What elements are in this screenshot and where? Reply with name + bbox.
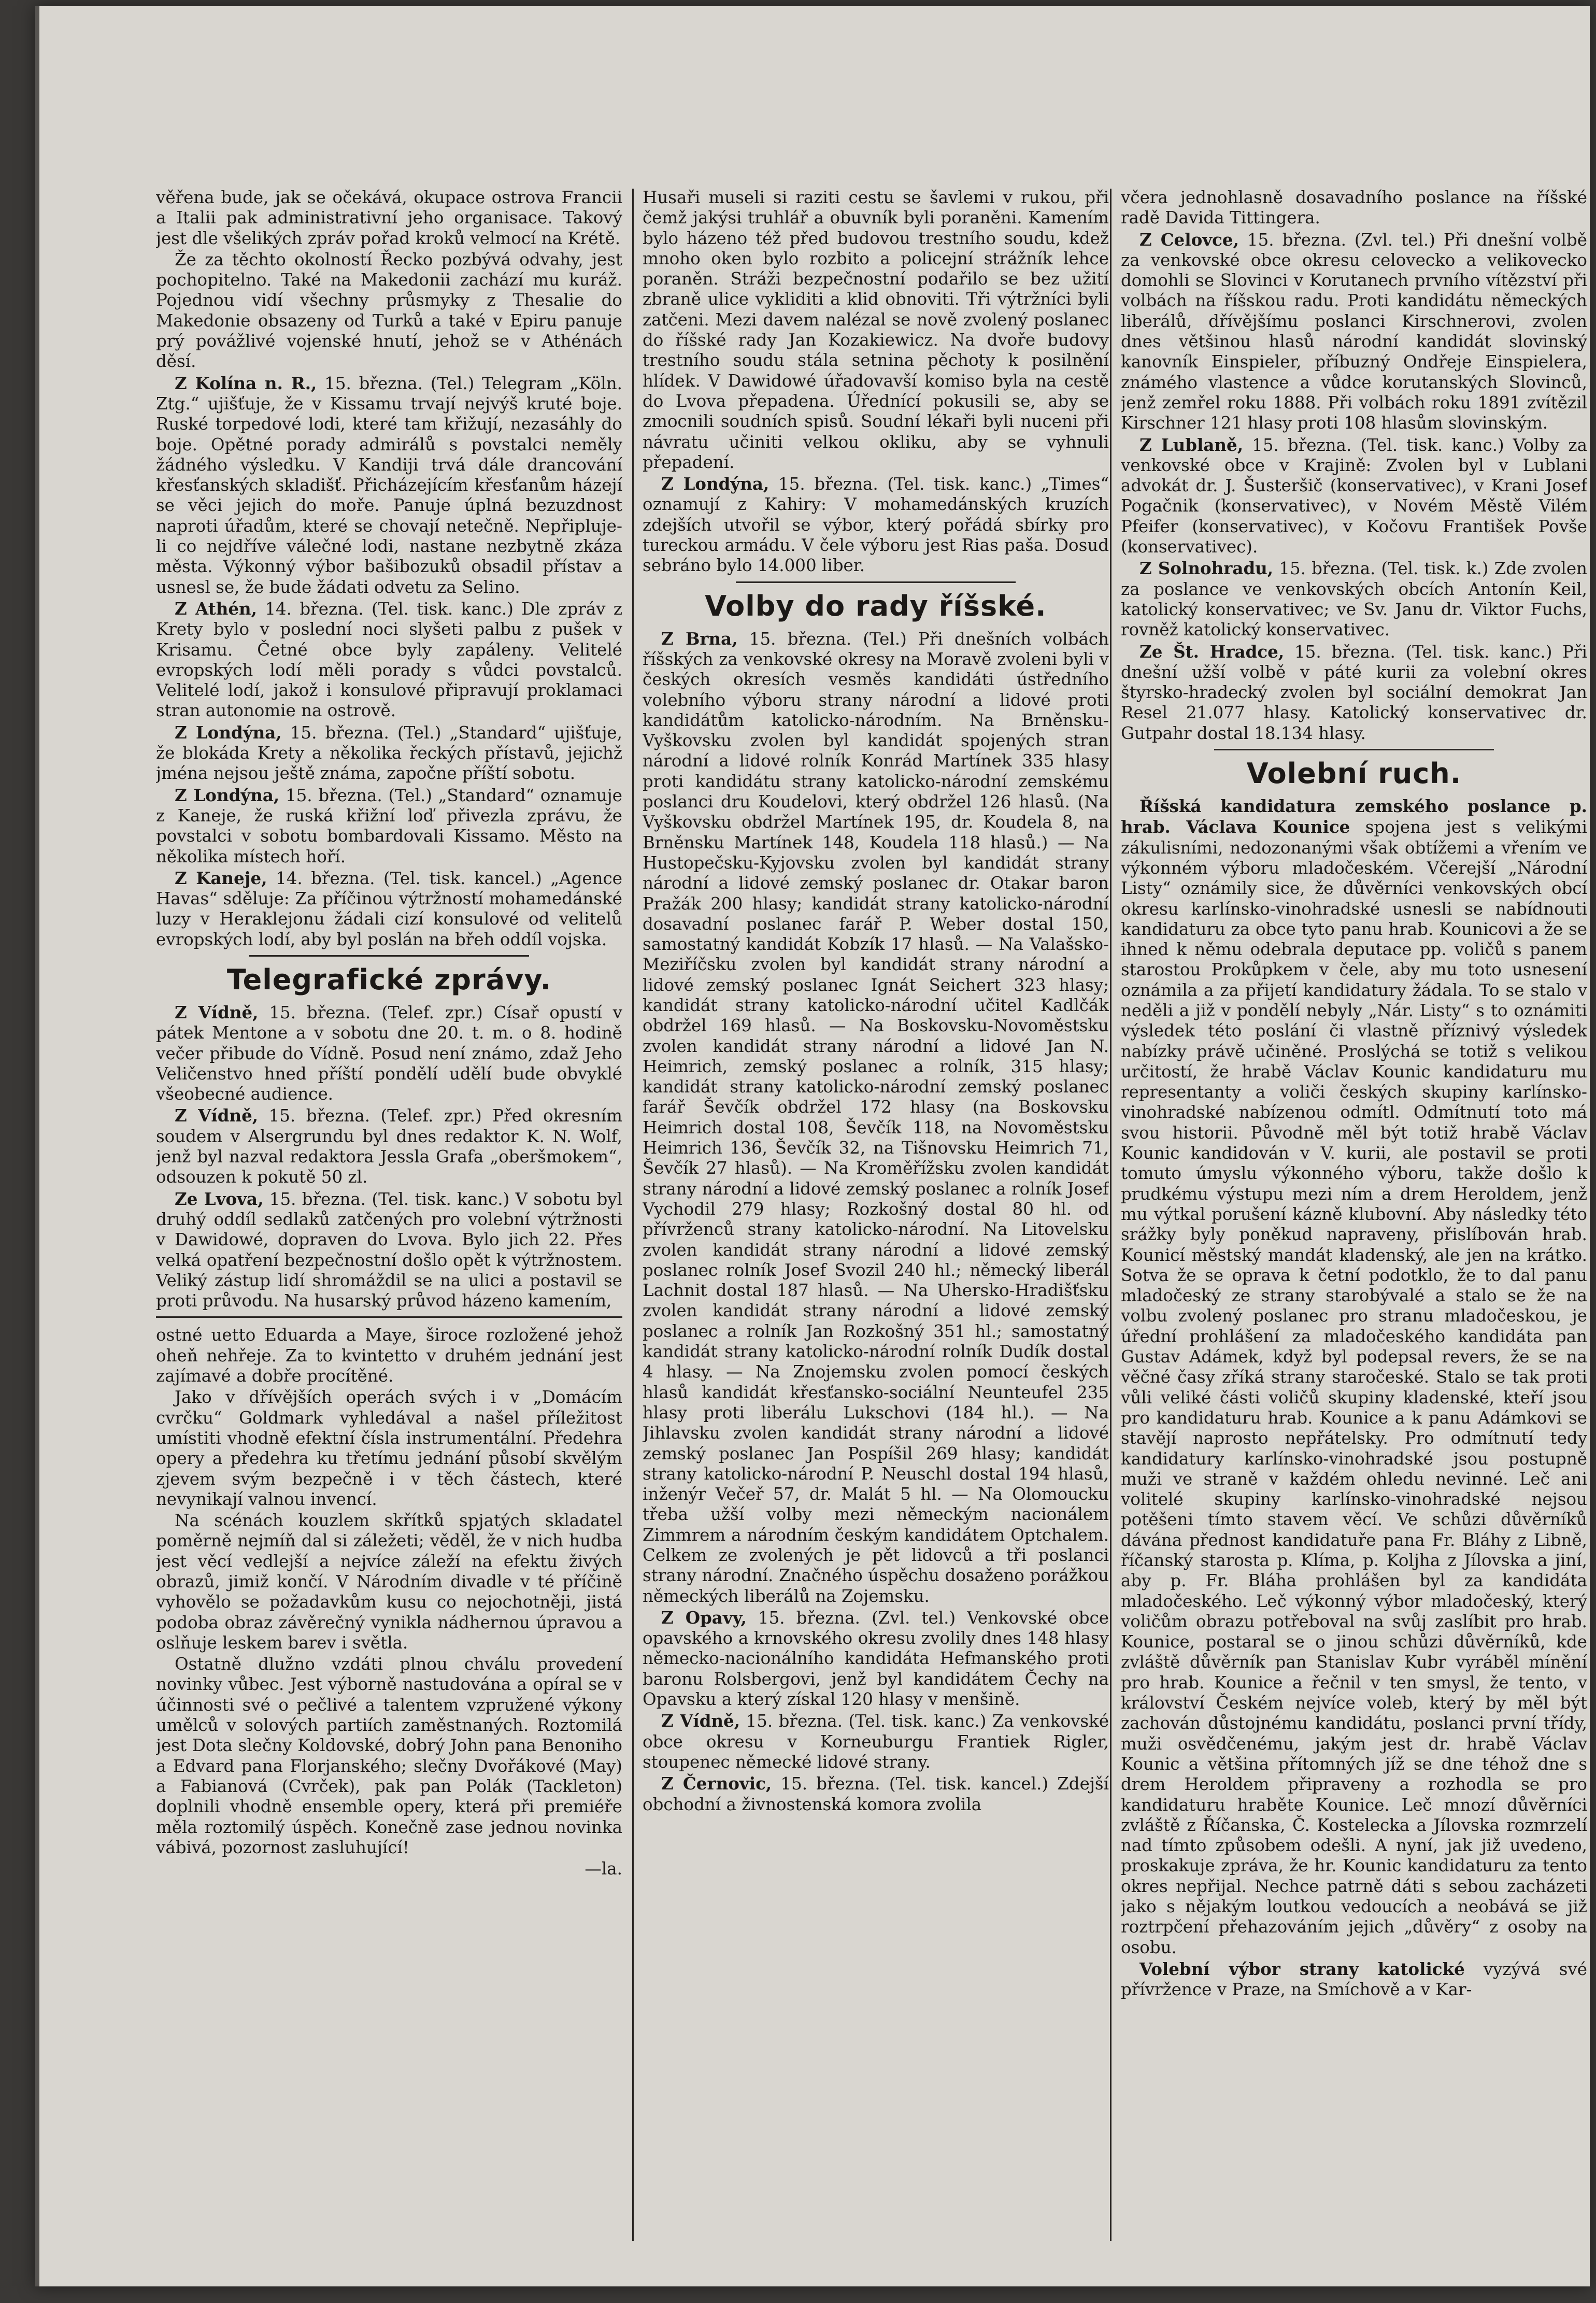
column-rule-1	[632, 189, 634, 2241]
news-dateline: Z Lublaně,	[1139, 434, 1244, 455]
news-dateline: Z Londýna,	[175, 785, 280, 805]
news-dateline: Z Kaneje,	[175, 868, 267, 888]
news-dateline: Z Brna,	[661, 628, 738, 649]
news-dateline: Z Černovic,	[661, 1773, 772, 1794]
news-item	[156, 868, 622, 950]
news-text: 15. března. (Tel.) Telegram „Köln. Ztg.“ ujišťuje, že v Kissamu trvají nejvýš kruté boje. Ruské torpedové lodi, které tam křižují, nezasáhly do boje. Opětné porady admirálů s povstalci neměly žádného výsledku. V Kandiji trvá dále drancování křesťanských skladišť. Přicházejícím křesťanům házejí se věci jejich do moře. Panuje úplná bezuzdnost naproti úřadům, které se chovají netečně. Nepřipluje-li co nejdříve válečné lodi, nastane nezbytně zkáza města. Výkonný výbor bašibozuků obsadil přístav a usnesl se, že bude žádati odvetu za Selino.	[156, 373, 622, 597]
news-dateline: Z Kolína n. R.,	[175, 373, 317, 393]
news-text: 15. března. (Tel. tisk. kanc.) V sobotu byl druhý oddíl sedlaků zatčených pro volební výtržnosti v Dawidowé, dopraven do Lvova. Bylo jich 22. Přes velká opatření bezpečnostní došlo opět k výtržnostem. Veliký zástup lidí shromáždil se na ulici a postavil se proti průvodu. Na husarský průvod házeno kamením,	[156, 1189, 622, 1311]
news-item	[156, 1002, 622, 1104]
news-text: 15. března. (Tel. tisk. k.) Zde zvolen za poslance ve venkovských obcích Antonín Keil, katolický konservativec; ve Sv. Janu dr. Viktor Fuchs, rovněž katolický konservativec.	[1121, 559, 1587, 640]
news-text: 15. března. (Zvl. tel.) Venkovské obce opavského a krnovského okresu zvolily dnes 148 hlasy německo-nacionálního kandidáta Hefmanského proti baronu Rolsbergovi, jenž byl kandidátem Čechy na Opavsku a který získal 120 hlasy v menšině.	[643, 1608, 1109, 1710]
newspaper-page	[35, 6, 1590, 2286]
news-text: 15. března. (Zvl. tel.) Při dnešní volbě za venkovské obce okresu celovecko a velikovecko domohli se Slovinci v Korutanech prvního vítězství při volbách na říšskou radu. Proti kandidátu německých liberálů, dřívějšímu poslanci Kirschnerovi, zvolen dnes většinou hlasů národní kandidát slovinský kanovník Einspieler, příbuzný Ondřeje Einspielera, známého vlastence a vůdce korutanských Slovinců, jenž zemřel roku 1888. Při volbách roku 1891 zvítězil Kirschner 121 hlasy proti 108 hlasům slovinským.	[1121, 230, 1587, 433]
news-text: 15. března. (Tel. tisk. kanc.) „Times“ oznamují z Kahiry: V mohamedánských kruzích zdejších utvořil se výbor, který pořádá sbírky pro tureckou armádu. V čele výboru jest Rias paša. Dosud sebráno bylo 14.000 liber.	[643, 474, 1109, 576]
news-text: 15. března. (Tel. tisk. kanc.) Za venkovské obce okresu v Korneuburgu Frantiek Rigler, stoupenec německé lidové strany.	[643, 1711, 1109, 1772]
section-divider	[249, 955, 529, 957]
news-item	[156, 722, 622, 784]
page-binding-edge	[35, 6, 39, 2286]
news-text: 14. března. (Tel. tisk. kanc.) Dle zpráv z Krety bylo v poslední noci slyšeti palbu z pušek v Krisamu. Četné obce byly zapáleny. Velitelé evropských lodí měli porady s vůdci povstalců. Velitelé lodí, jakož i konsulové připravují proklamaci stran autonomie na ostrově.	[156, 599, 622, 721]
feuilleton-paragraph: Na scénách kouzlem skřítků spjatých skladatel poměrně nejmíň dal si záležeti; věděl, že v nich hudba jest věcí vedlejší a nejvíce záleží na efektu živých obrazů, jimiž končí. V Národním divadle v té příčině vyhovělo se požadavkům kusu co nejochotněji, jistá podoba obraz závěrečný vynikla nádhernou úpravou a oslňuje leskem barev i světla.	[156, 1511, 622, 1653]
article-paragraph: Že za těchto okolností Řecko pozbývá odvahy, jest pochopitelno. Také na Makedonii zachází mu kuráž. Pojednou vidí všechny průsmyky z Thesalie do Makedonie obsazeny od Turků a také v Epiru panuje prý povážlivé vojenské hnutí, jehož se v Athénách děsí.	[156, 249, 622, 372]
section-heading-elections: Volby do rady říšské.	[705, 589, 1047, 622]
section-divider	[1214, 749, 1494, 750]
author-signature: —la.	[585, 1859, 622, 1879]
news-item	[643, 1608, 1109, 1710]
news-text: 15. března. (Tel. tisk. kancel.) Zdejší obchodní a živnostenská komora zvolila	[643, 1774, 1109, 1814]
news-text: 15. března. (Tel.) „Standard“ ujišťuje, že blokáda Krety a několika řeckých přístavů, jejichž jména nejsou ještě známa, započne příští sobotu.	[156, 722, 622, 784]
column-2	[643, 188, 1109, 2240]
news-item	[156, 1105, 622, 1187]
news-item	[156, 1189, 622, 1312]
article-paragraph: Husaři museli si raziti cestu se šavlemi v rukou, při čemž jakýsi truhlář a obuvník byli poraněni. Kamením bylo házeno též před budovou trestního soudu, kdež mnoho oken bylo rozbito a policejní strážník lehce poraněn. Stráži bezpečnostní podařilo se bez užití zbraně ulice vykliditi a klid obnoviti. Tři výtržníci byli zatčeni. Mezi davem nalézal se nově zvolený poslanec do říšské rady Jan Kozakiewicz. Na dvoře budovy trestního soudu stála setnina pěchoty k posilnění hlídek. V Dawidowé úřadovavší komiso byla na cestě do Lvova přepadena. Úřednící pokusili se, aby se zmocnili soudních spisů. Soudní lékaři byli nuceni při návratu učiniti velkou okliku, aby se vyhnuli přepadení.	[643, 188, 1109, 472]
news-text: 15. března. (Tel. tisk. kanc.) Při dnešní užší volbě v páté kurii za volební okres štyrsko-hradecký zvolen byl sociální demokrat Jan Resel 21.077 hlasy. Katolický konservativec dr. Gutpahr dostal 18.134 hlasy.	[1121, 642, 1587, 743]
news-dateline: Volební výbor strany katolické	[1139, 1958, 1465, 1979]
news-text: 15. března. (Telef. zpr.) Císař opustí v pátek Mentone a v sobotu dne 20. t. m. o 8. hodině večer přibude do Vídně. Posud není známo, zdaž Jeho Veličenstvo hned příští pondělí udělí bude obvyklé všeobecné audience.	[156, 1002, 622, 1104]
news-item	[156, 599, 622, 721]
news-dateline: Z Celovce,	[1139, 229, 1239, 250]
news-dateline: Říšská kandidatura zemského poslance p. hrab. Václava Kounice	[1121, 796, 1587, 837]
section-heading-telegrams: Telegrafické zprávy.	[226, 963, 552, 996]
news-item	[643, 1711, 1109, 1772]
column-3	[1121, 188, 1587, 2240]
news-text: 14. března. (Tel. tisk. kancel.) „Agence Havas“ sděluje: Za příčinou výtržností mohamedánské luzy v Heraklejonu žádali cizí konsulové od velitelů evropských lodí, aby byl poslán na břeh oddíl vojska.	[156, 868, 622, 949]
news-text: vyzývá své přívržence v Praze, na Smíchově a v Kar-	[1121, 1959, 1587, 2000]
section-divider	[736, 581, 1016, 583]
news-dateline: Ze Lvova,	[175, 1188, 264, 1209]
news-item	[1121, 435, 1587, 558]
column-1	[156, 188, 622, 2240]
news-item	[1121, 796, 1587, 1958]
column-rule-2	[1110, 189, 1112, 2241]
news-dateline: Z Londýna,	[661, 474, 770, 494]
feuilleton-paragraph: ostné uetto Eduarda a Maye, široce rozložené jehož oheň nehřeje. Za to kvintetto v druhém jednání jest zajímavé a dobře procítěné.	[156, 1325, 622, 1386]
section-heading-movement: Volební ruch.	[1246, 757, 1462, 790]
news-item	[1121, 1959, 1587, 2000]
article-paragraph: věřena bude, jak se očekává, okupace ostrova Francii a Italii pak administrativní jeho organisace. Takový jest dle všelikých zpráv pořad kroků velmocí na Krétě.	[156, 188, 622, 248]
news-text: 15. března. (Tel.) Při dnešních volbách říšských za venkovské okresy na Moravě zvoleni byli v českých okresích vesměs kandidáti ústředního volebního výboru strany národní a lidové proti kandidátům katolicko-národním. Na Brněnsku-Vyškovsku zvolen byl kandidát spojených stran národní a lidové rolník Konrád Martínek 335 hlasy proti kandidátu strany katolicko-národní zemskému poslanci dru Koudelovi, který obdržel 126 hlasů. (Na Vyškovsku obdržel Martínek 195, dr. Koudela 8, na Brněnsku Martínek 148, Koudela 118 hlasů.) — Na Hustopečsku-Kyjovsku zvolen byl kandidát strany národní a lidové zemský poslanec dr. Otakar baron Pražák 200 hlasy; kandidát strany katolicko-národní dosavadní poslanec farář P. Weber dostal 150, samostatný kandidát Kobzík 17 hlasů. — Na Valašsko-Meziříčsku zvolen byl kandidát strany národní a lidové zemský poslanec Ignát Seichert 323 hlasy; kandidát strany katolicko-národní učitel Kadlčák obdržel 169 hlasů. — Na Boskovsku-Novoměstsku zvolen kandidát strany národní a lidové Jan N. Heimrich, zemský poslanec a rolník, 315 hlasy; kandidát strany katolicko-národní zemský poslanec farář Ševčík obdržel 172 hlasy (na Boskovsku Heimrich dostal 108, Ševčík 118, na Novoměstsku Heimrich 136, Ševčík 32, na Tišnovsku Heimrich 71, Ševčík 27 hlasů). — Na Kroměřížsku zvolen kandidát strany národní a lidové zemský poslanec a rolník Josef Vychodil 279 hlasy; Rozkošný dostal 80 hl. od přívrženců strany katolicko-národní. Na Litovelsku zvolen kandidát strany národní a lidové zemský poslanec rolník Josef Svozil 240 hl.; německý liberál Lachnit dostal 187 hlasů. — Na Uhersko-Hradišťsku zvolen kandidát strany národní a lidové zemský poslanec a rolník Jan Rozkošný 351 hl.; samostatný kandidát strany katolicko-národní rolník Dudík dostal 4 hlasy. — Na Znojemsku zvolen pomocí českých hlasů kandidát křesťansko-sociální Neunteufel 235 hlasy proti liberálu Lukschovi (184 hl.). — Na Jihlavsku zvolen kandidát strany národní a lidové zemský poslanec Jan Pospíšil 269 hlasy; kandidát strany katolicko-národní P. Neuschl dostal 194 hlasů, inženýr Večeř 57, dr. Malát 5 hl. — Na Olomoucku třeba užší volby mezi německým nacionálem Zimmrem a národním českým kandidátem Optchalem. Celkem ze zvolených je pět lidovců a tři poslanci strany národní. Značného úspěchu dosaženo porážkou německých liberálů na Zojemsku.	[643, 629, 1109, 1606]
news-text: 15. března. (Tel. tisk. kanc.) Volby za venkovské obce v Krajině: Zvolen byl v Lublani advokát dr. J. Šusteršič (konservativec), v Krani Josef Pogačnik (konservativec), v Novém Městě Vilém Pfeifer (konservativec), v Kočovu František Povše (konservativec).	[1121, 435, 1587, 557]
news-dateline: Z Solnohradu,	[1139, 558, 1274, 579]
news-item	[643, 1773, 1109, 1815]
feuilleton-divider	[156, 1316, 622, 1318]
feuilleton-paragraph: Jako v dřívějších operách svých i v „Domácím cvrčku“ Goldmark vyhledával a našel příležitost umístiti vhodně efektní čísla instrumentální. Předehra opery a předehra ku třetímu jednání působí skvělým zjevem svým bezpečně i v těch částech, které nevynikají valnou invencí.	[156, 1387, 622, 1509]
news-dateline: Z Opavy,	[661, 1607, 747, 1628]
news-dateline: Ze Št. Hradce,	[1139, 641, 1285, 662]
article-paragraph: včera jednohlasně dosavadního poslance na říšské radě Davida Tittingera.	[1121, 188, 1587, 228]
news-text: spojena jest s velikými zákulisními, nedozonanými však obtížemi a vřením ve výkonném výboru mladočeském. Včerejší „Národní Listy“ oznámily sice, že důvěrníci venkovských obcí okresu karlínsko-vinohradské usnesli se nabídnouti kandidaturu za obce tyto panu hrab. Kounicovi a že se ihned k němu odebrala deputace pp. voličů s panem starostou Prokůpkem v čele, aby mu toto usnesení oznámila a za přijetí kandidatury žádala. To se stalo v neděli a již v pondělí nebyly „Nár. Listy“ s to oznámiti výsledek této poslání či vlastně příznivý výsledek nabízky právě učiněné. Proslýchá se totiž s velikou určitostí, že hrabě Václav Kounic kandidaturu mu representanty a voliči českých skupiny karlínsko-vinohradské nabízenou odmítl. Odmítnutí toto má svou historii. Původně měl být totiž hrabě Václav Kounic kandidován v V. kurii, ale postavil se proti tomuto úmyslu výkonného výboru, takže došlo k prudkému výstupu mezi ním a drem Heroldem, jenž mu výtkal porušení kázně klubovní. Aby následky této srážky byly poněkud napraveny, přislíbován hrab. Kounicí městský mandát kladenský, ale jen na krátko. Sotva že se oprava k četní podotklo, že to dal panu mladočeský ze strany starobývalé a stalo se že na volbu zvolený poslanec pro stranu mladočeskou, je úřední prohlášení za mladočeského kandidáta pan Gustav Adámek, když byl podepsal revers, že se na věčné časy zříká strany staročeské. Stalo se tak proti vůli veliké části voličů skupiny kladenské, kteří jsou pro kandidaturu hrab. Kounice a k panu Adámkovi se stavějí naprosto nepřátelsky. Pro odmítnutí tedy kandidatury karlínsko-vinohradské jsou postupně muži ve straně v každém ohledu nevinné. Leč ani volitelé skupiny karlínsko-vinohradské nejsou potěšeni tímto stavem věcí. Ve schůzi důvěrníků dávána přednost kandidatuře pana Fr. Bláhy z Libně, říčanský starosta p. Klíma, p. Koljha z Jílovska a jiní, aby p. Fr. Bláha prohlášen byl za kandidáta mladočeského. Leč výkonný výbor mladočeský, který voličům obrazu potřeboval na svůj zaslíbit pro hrab. Kounice, postaral se o jinou schůzi důvěrníků, kde zvláště důvěrník pan Stanislav Kubr vyráběl mínění pro hrab. Kounice a řečnil v ten smysl, že tento, v království Českém nejvíce voleb, který by měl být zachován důstojnému kandidátu, poslanci první třídy, muži osvědčenému, jakým jest dr. hrabě Václav Kounic a většina přítomných jíž se dne téhož dne s drem Heroldem připraveny a rozhodla se pro kandidaturu hraběte Kounice. Leč mnozí důvěrníci zvláště z Říčanska, Č. Kostelecka a Jílovska rozmrzelí nad tímto způsobem odešli. A nyní, jak již uvedeno, proskakuje zpráva, že hr. Kounic kandidaturu za tento okres nepřijal. Nechce patrně dáti s sebou zacházeti jako s nějakým loutkou vedoucích a neobává se již roztrpčení přehazováním jejich „důvěry“ z osoby na osobu.	[1121, 817, 1587, 1957]
news-item	[156, 785, 622, 867]
news-item	[1121, 230, 1587, 434]
news-dateline: Z Vídně,	[175, 1002, 259, 1022]
news-item	[1121, 558, 1587, 640]
news-text: 15. března. (Telef. zpr.) Před okresním soudem v Alsergrundu byl dnes redaktor K. N. Wolf, jenž byl nazval redaktora Jessla Grafa „oberšmokem“, odsouzen k pokutě 50 zl.	[156, 1106, 622, 1187]
news-dateline: Z Vídně,	[661, 1711, 740, 1731]
news-dateline: Z Athén,	[175, 598, 257, 619]
news-dateline: Z Vídně,	[175, 1105, 259, 1126]
news-dateline: Z Londýna,	[175, 722, 282, 743]
feuilleton-paragraph: Ostatně dlužno vzdáti plnou chválu provedení novinky vůbec. Jest výborně nastudována a opíral se v účinnosti své o pečlivé a talentem vzpružené výkony umělců v solových partiích zaměstnaných. Roztomilá jest Dota slečny Koldovské, dobrý John pana Benoniho a Edvard pana Florjanského; slečny Dvořákové (May) a Fabianová (Cvrček), pak pan Polák (Tackleton) doplnili vhodně ensemble opery, která při premiéře měla roztomilý úspěch. Konečně zase jednou novinka vábivá, pozornost zasluhující!	[156, 1654, 622, 1857]
news-item	[643, 629, 1109, 1607]
news-item	[156, 373, 622, 598]
news-item	[1121, 642, 1587, 744]
news-item	[643, 474, 1109, 576]
news-text: 15. března. (Tel.) „Standard“ oznamuje z Kaneje, že ruská křižní loď přivezla zprávu, že povstalci v sobotu bombardovali Kissamo. Město na několika místech hoří.	[156, 785, 622, 866]
